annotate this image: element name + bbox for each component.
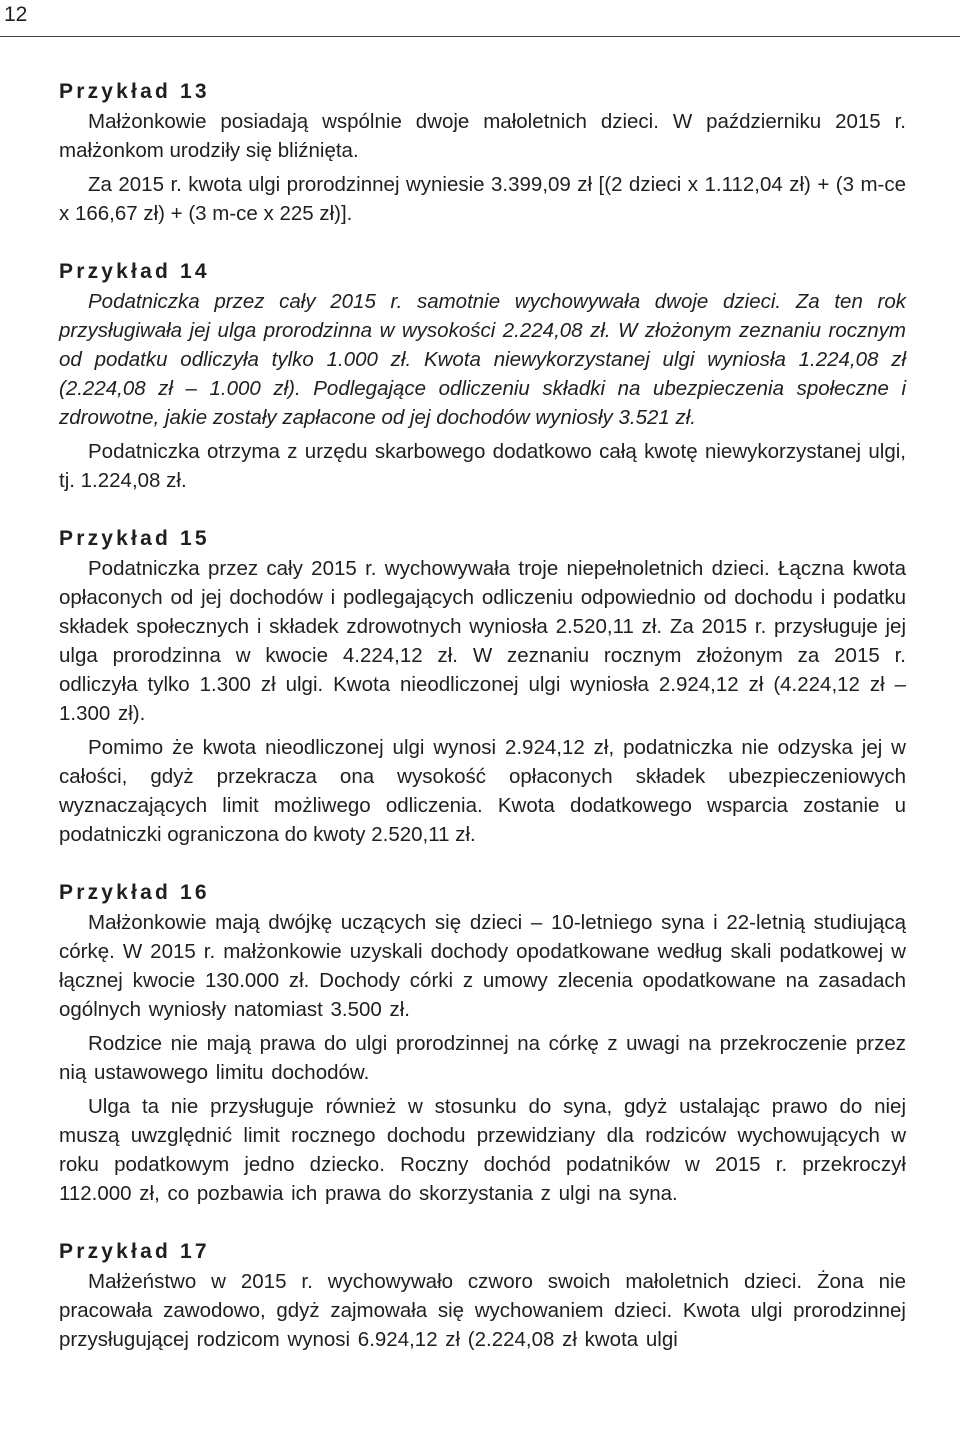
paragraph: Podatniczka otrzyma z urzędu skarbowego dodatkowo całą kwotę niewykorzystanej ulgi, tj. 1.224,08 zł.	[59, 440, 906, 492]
example-14	[59, 258, 906, 495]
page-content	[59, 78, 906, 1384]
page-number: 12	[4, 3, 28, 26]
paragraph: Rodzice nie mają prawa do ulgi prorodzinnej na córkę z uwagi na przekroczenie przez nią ustawowego limitu dochodów.	[59, 1032, 906, 1084]
example-heading: Przykład 14	[59, 260, 210, 283]
paragraph: Pomimo że kwota nieodliczonej ulgi wynosi 2.924,12 zł, podatniczka nie odzyska jej w całości, gdyż przekracza ona wysokość opłaconych składek ubezpieczeniowych wyznaczających limit możliwego odliczenia. Kwota dodatkowego wsparcia zostanie u podatniczki ograniczona do kwoty 2.520,11 zł.	[59, 736, 906, 846]
page-header	[0, 0, 960, 37]
paragraph: Podatniczka przez cały 2015 r. samotnie wychowywała dwoje dzieci. Za ten rok przysługiwała jej ulga prorodzinna w wysokości 2.224,08 zł. W złożonym zeznaniu rocznym od podatku odliczyła tylko 1.000 zł. Kwota niewykorzystanej ulgi wyniosła 1.224,08 zł (2.224,08 zł – 1.000 zł). Podlegające odliczeniu składki na ubezpieczenia społeczne i zdrowotne, jakie zostały zapłacone od jej dochodów wyniosły 3.521 zł.	[59, 290, 906, 429]
example-13	[59, 78, 906, 228]
paragraph: Podatniczka przez cały 2015 r. wychowywała troje niepełnoletnich dzieci. Łączna kwota opłaconych od jej dochodów i podlegających odliczeniu odpowiednio od dochodu i podatku składek społecznych i składek zdrowotnych wyniosła 2.520,11 zł. Za 2015 r. przysługuje jej ulga prorodzinna w kwocie 4.224,12 zł. W zeznaniu rocznym złożonym za 2015 r. odliczyła tylko 1.300 zł ulgi. Kwota nieodliczonej ulgi wyniosła 2.924,12 zł (4.224,12 zł – 1.300 zł).	[59, 557, 906, 725]
paragraph: Ulga ta nie przysługuje również w stosunku do syna, gdyż ustalając prawo do niej muszą uwzględnić limit rocznego dochodu przewidziany dla rodziców wychowujących w roku podatkowym jedno dziecko. Roczny dochód podatników w 2015 r. przekroczył 112.000 zł, co pozbawia ich prawa do skorzystania z ulgi na syna.	[59, 1095, 906, 1205]
example-heading: Przykład 17	[59, 1240, 210, 1263]
example-heading: Przykład 16	[59, 881, 210, 904]
example-heading: Przykład 15	[59, 527, 210, 550]
example-17	[59, 1238, 906, 1354]
example-15	[59, 525, 906, 849]
example-heading: Przykład 13	[59, 80, 210, 103]
paragraph: Małżonkowie posiadają wspólnie dwoje małoletnich dzieci. W październiku 2015 r. małżonkom urodziły się bliźnięta.	[59, 110, 906, 162]
paragraph: Za 2015 r. kwota ulgi prorodzinnej wyniesie 3.399,09 zł [(2 dzieci x 1.112,04 zł) + (3 m-ce x 166,67 zł) + (3 m-ce x 225 zł)].	[59, 173, 906, 225]
paragraph: Małżeństwo w 2015 r. wychowywało czworo swoich małoletnich dzieci. Żona nie pracowała zawodowo, gdyż zajmowała się wychowaniem dzieci. Kwota ulgi prorodzinnej przysługującej rodzicom wynosi 6.924,12 zł (2.224,08 zł kwota ulgi	[59, 1270, 906, 1351]
example-16	[59, 879, 906, 1208]
paragraph: Małżonkowie mają dwójkę uczących się dzieci – 10-letniego syna i 22-letnią studiującą córkę. W 2015 r. małżonkowie uzyskali dochody opodatkowane według skali podatkowej w łącznej kwocie 130.000 zł. Dochody córki z umowy zlecenia opodatkowane na zasadach ogólnych wyniosły natomiast 3.500 zł.	[59, 911, 906, 1021]
